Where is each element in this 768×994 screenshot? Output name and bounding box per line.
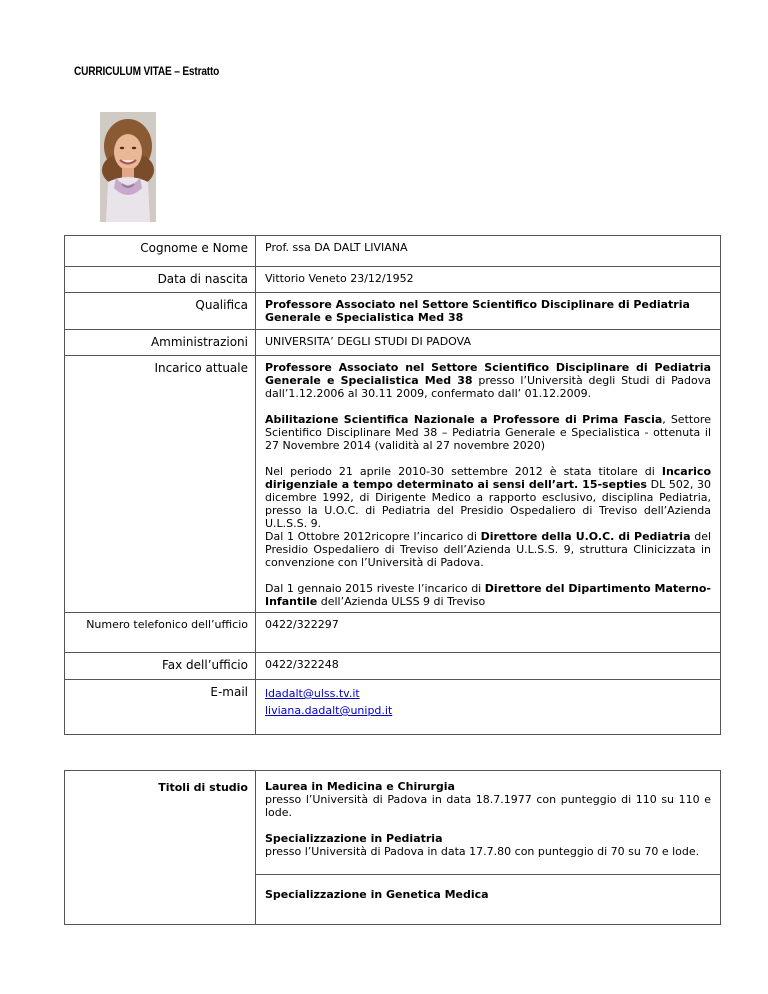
qualification-value: Professore Associato nel Settore Scientifico Disciplinare di Pediatria Generale e Specialistica Med 38 (256, 293, 721, 330)
table-row (65, 267, 721, 293)
birth-value: Vittorio Veneto 23/12/1952 (256, 267, 721, 293)
table-row (65, 653, 721, 680)
role-title: Professore Associato nel Settore Scientifico Disciplinare di Pediatria Generale e Specialistica Med 38 (265, 361, 711, 387)
department-text-b: dell’Azienda ULSS 9 di Treviso (317, 595, 486, 608)
education-genetics (256, 875, 721, 925)
table-row (65, 613, 721, 653)
degree-detail: presso l’Università di Padova in data 18.7.1977 con punteggio di 110 su 110 e lode. (265, 793, 711, 819)
table-row (65, 236, 721, 267)
phone-label: Numero telefonico dell’ufficio (65, 613, 256, 653)
education-table (64, 770, 721, 925)
table-row (65, 293, 721, 330)
email-label: E-mail (65, 680, 256, 735)
director-text-b: DL 502, 30 dicembre 1992, di Dirigente Medico a rapporto esclusivo, disciplina Pediatria, presso la U.O.C. di Pediatria del Presidio Ospedaliero di Treviso dell’Azienda U.L.S.S. 9. (265, 478, 712, 530)
fax-value: 0422/322248 (256, 653, 721, 680)
phone-value: 0422/322297 (256, 613, 721, 653)
name-value: Prof. ssa DA DALT LIVIANA (256, 236, 721, 267)
degree-item (265, 832, 711, 858)
department-bold: Direttore del Dipartimento Materno-Infantile (265, 582, 711, 608)
director-text-d: del Presidio Ospedaliero di Treviso dell’Azienda U.L.S.S. 9, struttura Clinicizzata in convenzione con l’Università di Padova. (265, 530, 712, 569)
administration-label: Amministrazioni (65, 330, 256, 356)
abilitation-title: Abilitazione Scientifica Nazionale a Professore di Prima Fascia (265, 413, 663, 426)
role-text: presso l’Università degli Studi di Padova dall’1.12.2006 al 30.11 2009, confermato dall’ 01.12.2009. (265, 374, 711, 400)
abilitation-text: , Settore Scientifico Disciplinare Med 38 – Pediatria Generale e Specialistica - ottenuta il 27 Novembre 2014 (validità al 27 novembre 2020) (265, 413, 711, 452)
education-label: Titoli di studio (65, 771, 256, 925)
director-bold-a: Incarico dirigenziale a tempo determinato ai sensi dell’art. 15-septies (265, 465, 711, 491)
director-text-c: Dal 1 Ottobre 2012ricopre l’incarico di (265, 530, 481, 543)
role-paragraph (265, 361, 711, 400)
director-text-a: Nel periodo 21 aprile 2010-30 settembre 2012 è stata titolare di (265, 465, 662, 478)
department-paragraph (265, 582, 711, 608)
director-paragraph (265, 465, 711, 569)
degree-item (265, 780, 711, 819)
table-row (65, 356, 721, 613)
department-text-a: Dal 1 gennaio 2015 riveste l’incarico di (265, 582, 485, 595)
degree-title: Specializzazione in Pediatria (265, 832, 443, 845)
email-link-unipd[interactable]: liviana.dadalt@unipd.it (265, 704, 393, 717)
degree-title: Laurea in Medicina e Chirurgia (265, 780, 455, 793)
fax-label: Fax dell’ufficio (65, 653, 256, 680)
email-link-ulss[interactable]: ldadalt@ulss.tv.it (265, 687, 360, 700)
birth-label: Data di nascita (65, 267, 256, 293)
current-role-label: Incarico attuale (65, 356, 256, 613)
degree-title: Specializzazione in Genetica Medica (265, 888, 489, 901)
email-value (256, 680, 721, 735)
table-row (65, 330, 721, 356)
table-row (65, 771, 721, 875)
name-label: Cognome e Nome (65, 236, 256, 267)
education-degrees (256, 771, 721, 875)
qualification-label: Qualifica (65, 293, 256, 330)
personal-info-table (64, 235, 721, 735)
portrait-photo (100, 112, 156, 222)
director-bold-b: Direttore della U.O.C. di Pediatria (480, 530, 691, 543)
current-role-value (256, 356, 721, 613)
abilitation-paragraph (265, 413, 711, 452)
document-title: CURRICULUM VITAE – Estratto (74, 66, 220, 78)
administration-value: UNIVERSITA’ DEGLI STUDI DI PADOVA (256, 330, 721, 356)
table-row (65, 680, 721, 735)
degree-detail: presso l’Università di Padova in data 17.7.80 con punteggio di 70 su 70 e lode. (265, 845, 700, 858)
